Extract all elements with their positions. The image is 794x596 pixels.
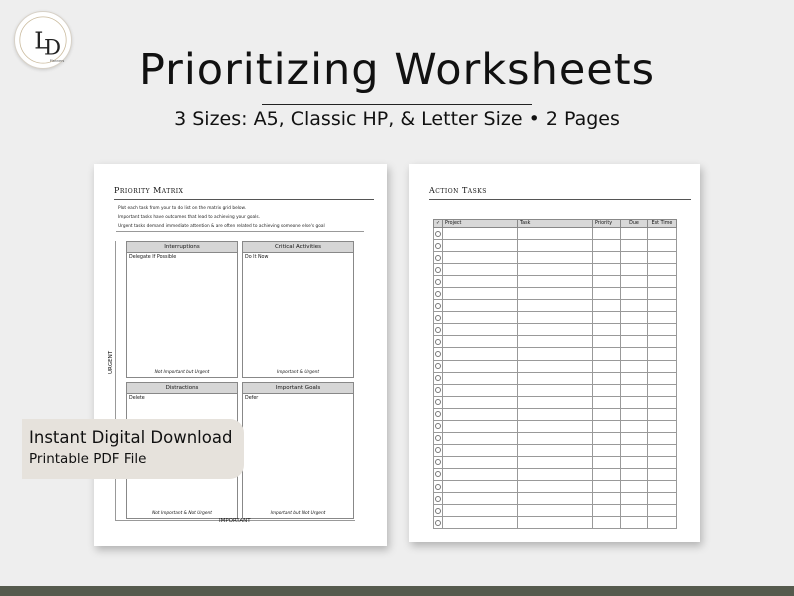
table-row bbox=[434, 264, 677, 276]
table-cell bbox=[443, 517, 518, 529]
digital-download-badge bbox=[22, 419, 244, 479]
table-cell bbox=[518, 348, 593, 360]
checkbox-icon bbox=[435, 255, 441, 261]
table-cell bbox=[648, 264, 677, 276]
important-axis-label: IMPORTANT bbox=[219, 518, 251, 524]
checkbox-cell bbox=[434, 324, 443, 336]
table-cell bbox=[443, 300, 518, 312]
checkbox-icon bbox=[435, 231, 441, 237]
checkbox-cell bbox=[434, 228, 443, 240]
table-cell bbox=[518, 228, 593, 240]
table-cell bbox=[621, 360, 648, 372]
instruction-divider bbox=[116, 231, 364, 232]
table-cell bbox=[518, 505, 593, 517]
checkbox-cell bbox=[434, 264, 443, 276]
table-row bbox=[434, 372, 677, 384]
table-row bbox=[434, 396, 677, 408]
table-cell bbox=[593, 468, 621, 480]
table-cell bbox=[648, 480, 677, 492]
quadrant-title: Critical Activities bbox=[243, 242, 353, 253]
table-cell bbox=[648, 396, 677, 408]
table-row bbox=[434, 468, 677, 480]
table-row bbox=[434, 444, 677, 456]
table-cell bbox=[648, 360, 677, 372]
table-cell bbox=[648, 312, 677, 324]
table-row bbox=[434, 505, 677, 517]
table-cell bbox=[593, 480, 621, 492]
footer-bar bbox=[0, 586, 794, 596]
checkbox-icon bbox=[435, 471, 441, 477]
checkbox-cell bbox=[434, 384, 443, 396]
heading-divider bbox=[429, 199, 691, 200]
heading-divider bbox=[114, 199, 374, 200]
table-cell bbox=[518, 408, 593, 420]
table-cell bbox=[648, 384, 677, 396]
table-cell bbox=[443, 456, 518, 468]
quadrant-title: Interruptions bbox=[127, 242, 237, 253]
checkbox-icon bbox=[435, 447, 441, 453]
checkbox-cell bbox=[434, 408, 443, 420]
table-cell bbox=[518, 468, 593, 480]
quadrant-title: Important Goals bbox=[243, 383, 353, 394]
table-row bbox=[434, 324, 677, 336]
checkbox-cell bbox=[434, 300, 443, 312]
table-cell bbox=[593, 408, 621, 420]
table-cell bbox=[621, 312, 648, 324]
table-cell bbox=[648, 228, 677, 240]
table-cell bbox=[621, 468, 648, 480]
table-cell bbox=[648, 517, 677, 529]
table-cell bbox=[648, 348, 677, 360]
urgent-axis-line bbox=[115, 241, 116, 521]
table-cell bbox=[518, 336, 593, 348]
checkbox-cell bbox=[434, 276, 443, 288]
table-cell bbox=[648, 408, 677, 420]
checkbox-icon bbox=[435, 339, 441, 345]
table-cell bbox=[518, 420, 593, 432]
table-cell bbox=[621, 276, 648, 288]
table-cell bbox=[648, 444, 677, 456]
table-cell bbox=[443, 252, 518, 264]
table-cell bbox=[518, 240, 593, 252]
checkbox-icon bbox=[435, 243, 441, 249]
table-cell bbox=[518, 384, 593, 396]
table-cell bbox=[443, 264, 518, 276]
table-cell bbox=[518, 324, 593, 336]
table-row bbox=[434, 288, 677, 300]
checkbox-cell bbox=[434, 348, 443, 360]
checkbox-icon bbox=[435, 279, 441, 285]
table-row bbox=[434, 228, 677, 240]
table-cell bbox=[593, 276, 621, 288]
checkbox-cell bbox=[434, 336, 443, 348]
quadrant-footer: Not Important & Not Urgent bbox=[152, 511, 212, 516]
table-cell bbox=[518, 264, 593, 276]
quadrant-footer: Not Important but Urgent bbox=[154, 370, 210, 375]
table-cell bbox=[443, 276, 518, 288]
checkbox-icon bbox=[435, 508, 441, 514]
checkbox-icon bbox=[435, 315, 441, 321]
table-cell bbox=[648, 336, 677, 348]
priority-matrix-heading: Priority Matrix bbox=[114, 186, 184, 195]
column-header-est-time: Est Time bbox=[648, 220, 677, 228]
table-cell bbox=[593, 324, 621, 336]
table-cell bbox=[648, 493, 677, 505]
table-cell bbox=[593, 312, 621, 324]
logo-initial-l: L bbox=[34, 27, 50, 55]
table-cell bbox=[593, 252, 621, 264]
checkbox-icon bbox=[435, 435, 441, 441]
table-row bbox=[434, 420, 677, 432]
quadrant-title: Distractions bbox=[127, 383, 237, 394]
table-cell bbox=[593, 456, 621, 468]
table-cell bbox=[648, 420, 677, 432]
priority-matrix-page bbox=[94, 164, 387, 546]
table-cell bbox=[648, 432, 677, 444]
table-cell bbox=[443, 505, 518, 517]
table-cell bbox=[593, 384, 621, 396]
column-header-project: Project bbox=[443, 220, 518, 228]
table-cell bbox=[518, 360, 593, 372]
title-divider bbox=[262, 104, 532, 105]
table-cell bbox=[518, 456, 593, 468]
checkbox-cell bbox=[434, 420, 443, 432]
table-cell bbox=[648, 505, 677, 517]
table-cell bbox=[443, 408, 518, 420]
quadrant-important-goals bbox=[242, 382, 354, 519]
table-cell bbox=[518, 288, 593, 300]
table-cell bbox=[621, 240, 648, 252]
table-body bbox=[434, 228, 677, 529]
quadrant-critical-activities bbox=[242, 241, 354, 378]
table-cell bbox=[648, 468, 677, 480]
table-cell bbox=[518, 480, 593, 492]
table-cell bbox=[621, 517, 648, 529]
table-row bbox=[434, 480, 677, 492]
column-header-task: Task bbox=[518, 220, 593, 228]
table-cell bbox=[621, 228, 648, 240]
action-tasks-heading: Action Tasks bbox=[429, 186, 487, 195]
table-row bbox=[434, 240, 677, 252]
checkbox-icon bbox=[435, 520, 441, 526]
table-cell bbox=[443, 324, 518, 336]
table-cell bbox=[443, 493, 518, 505]
table-cell bbox=[443, 420, 518, 432]
checkbox-cell bbox=[434, 493, 443, 505]
table-cell bbox=[648, 372, 677, 384]
checkbox-icon bbox=[435, 327, 441, 333]
table-cell bbox=[621, 456, 648, 468]
checkbox-icon bbox=[435, 387, 441, 393]
table-cell bbox=[593, 505, 621, 517]
table-cell bbox=[621, 444, 648, 456]
table-cell bbox=[593, 360, 621, 372]
checkbox-cell bbox=[434, 468, 443, 480]
table-cell bbox=[593, 240, 621, 252]
table-cell bbox=[648, 252, 677, 264]
table-cell bbox=[621, 300, 648, 312]
checkbox-cell bbox=[434, 288, 443, 300]
table-cell bbox=[648, 324, 677, 336]
table-cell bbox=[621, 264, 648, 276]
table-cell bbox=[593, 372, 621, 384]
table-cell bbox=[593, 420, 621, 432]
checkbox-cell bbox=[434, 252, 443, 264]
table-cell bbox=[443, 348, 518, 360]
table-cell bbox=[593, 493, 621, 505]
table-row bbox=[434, 360, 677, 372]
table-cell bbox=[621, 336, 648, 348]
page-title: Prioritizing Worksheets bbox=[139, 45, 655, 95]
table-cell bbox=[593, 396, 621, 408]
table-cell bbox=[518, 372, 593, 384]
table-cell bbox=[593, 517, 621, 529]
badge-line-1: Instant Digital Download bbox=[29, 428, 233, 447]
table-row bbox=[434, 312, 677, 324]
table-row bbox=[434, 493, 677, 505]
table-cell bbox=[593, 228, 621, 240]
logo-brand-word: Planners bbox=[49, 59, 65, 64]
table-cell bbox=[621, 324, 648, 336]
table-cell bbox=[443, 444, 518, 456]
checkbox-icon bbox=[435, 303, 441, 309]
table-row bbox=[434, 276, 677, 288]
table-cell bbox=[648, 288, 677, 300]
table-cell bbox=[443, 372, 518, 384]
table-row bbox=[434, 300, 677, 312]
table-cell bbox=[518, 312, 593, 324]
table-cell bbox=[518, 432, 593, 444]
table-cell bbox=[443, 360, 518, 372]
table-cell bbox=[648, 276, 677, 288]
table-row bbox=[434, 432, 677, 444]
table-cell bbox=[518, 252, 593, 264]
table-cell bbox=[621, 493, 648, 505]
table-cell bbox=[621, 396, 648, 408]
table-cell bbox=[621, 420, 648, 432]
table-cell bbox=[518, 300, 593, 312]
checkbox-cell bbox=[434, 360, 443, 372]
quadrant-interruptions bbox=[126, 241, 238, 378]
table-cell bbox=[621, 432, 648, 444]
checkbox-icon bbox=[435, 291, 441, 297]
table-cell bbox=[593, 264, 621, 276]
table-cell bbox=[621, 372, 648, 384]
table-row bbox=[434, 517, 677, 529]
instruction-line: Urgent tasks demand immediate attention & are often related to achieving someone else's goal bbox=[118, 224, 325, 229]
table-cell bbox=[621, 505, 648, 517]
table-cell bbox=[518, 276, 593, 288]
table-header-row bbox=[434, 220, 677, 228]
checkbox-cell bbox=[434, 312, 443, 324]
action-tasks-table bbox=[433, 219, 677, 529]
checkbox-icon bbox=[435, 423, 441, 429]
action-tasks-page bbox=[409, 164, 700, 542]
quadrant-footer: Important but Not Urgent bbox=[270, 511, 326, 516]
table-row bbox=[434, 408, 677, 420]
quadrant-action: Delete bbox=[129, 396, 145, 401]
table-cell bbox=[621, 348, 648, 360]
quadrant-footer: Important & Urgent bbox=[276, 370, 320, 375]
table-row bbox=[434, 384, 677, 396]
badge-line-2: Printable PDF File bbox=[29, 451, 147, 467]
logo-initial-d: D bbox=[43, 35, 61, 61]
checkbox-icon bbox=[435, 411, 441, 417]
table-cell bbox=[593, 288, 621, 300]
table-cell bbox=[621, 480, 648, 492]
table-cell bbox=[593, 432, 621, 444]
table-cell bbox=[593, 300, 621, 312]
checkbox-icon bbox=[435, 496, 441, 502]
table-cell bbox=[443, 228, 518, 240]
table-cell bbox=[621, 288, 648, 300]
table-cell bbox=[443, 312, 518, 324]
checkbox-cell bbox=[434, 505, 443, 517]
table-cell bbox=[518, 396, 593, 408]
checkbox-cell bbox=[434, 396, 443, 408]
checkbox-cell bbox=[434, 456, 443, 468]
table-cell bbox=[621, 252, 648, 264]
table-cell bbox=[518, 493, 593, 505]
checkbox-icon bbox=[435, 363, 441, 369]
column-header-priority: Priority bbox=[593, 220, 621, 228]
quadrant-action: Defer bbox=[245, 396, 259, 401]
checkbox-cell bbox=[434, 480, 443, 492]
quadrant-action: Do It Now bbox=[245, 255, 269, 260]
table-cell bbox=[443, 480, 518, 492]
table-cell bbox=[518, 444, 593, 456]
checkbox-icon bbox=[435, 399, 441, 405]
table-row bbox=[434, 456, 677, 468]
checkbox-cell bbox=[434, 444, 443, 456]
column-header-check: ✓ bbox=[434, 220, 443, 228]
checkbox-cell bbox=[434, 517, 443, 529]
instruction-line: Important tasks have outcomes that lead to achieving your goals. bbox=[118, 215, 260, 220]
table-cell bbox=[593, 444, 621, 456]
table-cell bbox=[443, 432, 518, 444]
checkbox-icon bbox=[435, 375, 441, 381]
checkbox-icon bbox=[435, 459, 441, 465]
urgent-axis-label: URGENT bbox=[108, 350, 114, 374]
table-cell bbox=[621, 408, 648, 420]
table-cell bbox=[593, 348, 621, 360]
checkbox-icon bbox=[435, 351, 441, 357]
table-cell bbox=[593, 336, 621, 348]
instruction-line: Plot each task from your to do list on the matrix grid below. bbox=[118, 206, 247, 211]
table-row bbox=[434, 252, 677, 264]
table-cell bbox=[648, 300, 677, 312]
checkbox-icon bbox=[435, 267, 441, 273]
table-cell bbox=[443, 288, 518, 300]
checkbox-cell bbox=[434, 432, 443, 444]
table-cell bbox=[443, 336, 518, 348]
checkbox-cell bbox=[434, 372, 443, 384]
table-cell bbox=[518, 517, 593, 529]
table-cell bbox=[621, 384, 648, 396]
quadrant-action: Delegate If Possible bbox=[129, 255, 177, 260]
table-cell bbox=[443, 240, 518, 252]
table-cell bbox=[443, 468, 518, 480]
table-row bbox=[434, 336, 677, 348]
column-header-due: Due bbox=[621, 220, 648, 228]
table-row bbox=[434, 348, 677, 360]
table-cell bbox=[648, 240, 677, 252]
checkbox-cell bbox=[434, 240, 443, 252]
page-subtitle: 3 Sizes: A5, Classic HP, & Letter Size • 2 Pages bbox=[174, 108, 620, 130]
table-cell bbox=[648, 456, 677, 468]
checkbox-icon bbox=[435, 484, 441, 490]
table-cell bbox=[443, 384, 518, 396]
table-cell bbox=[443, 396, 518, 408]
